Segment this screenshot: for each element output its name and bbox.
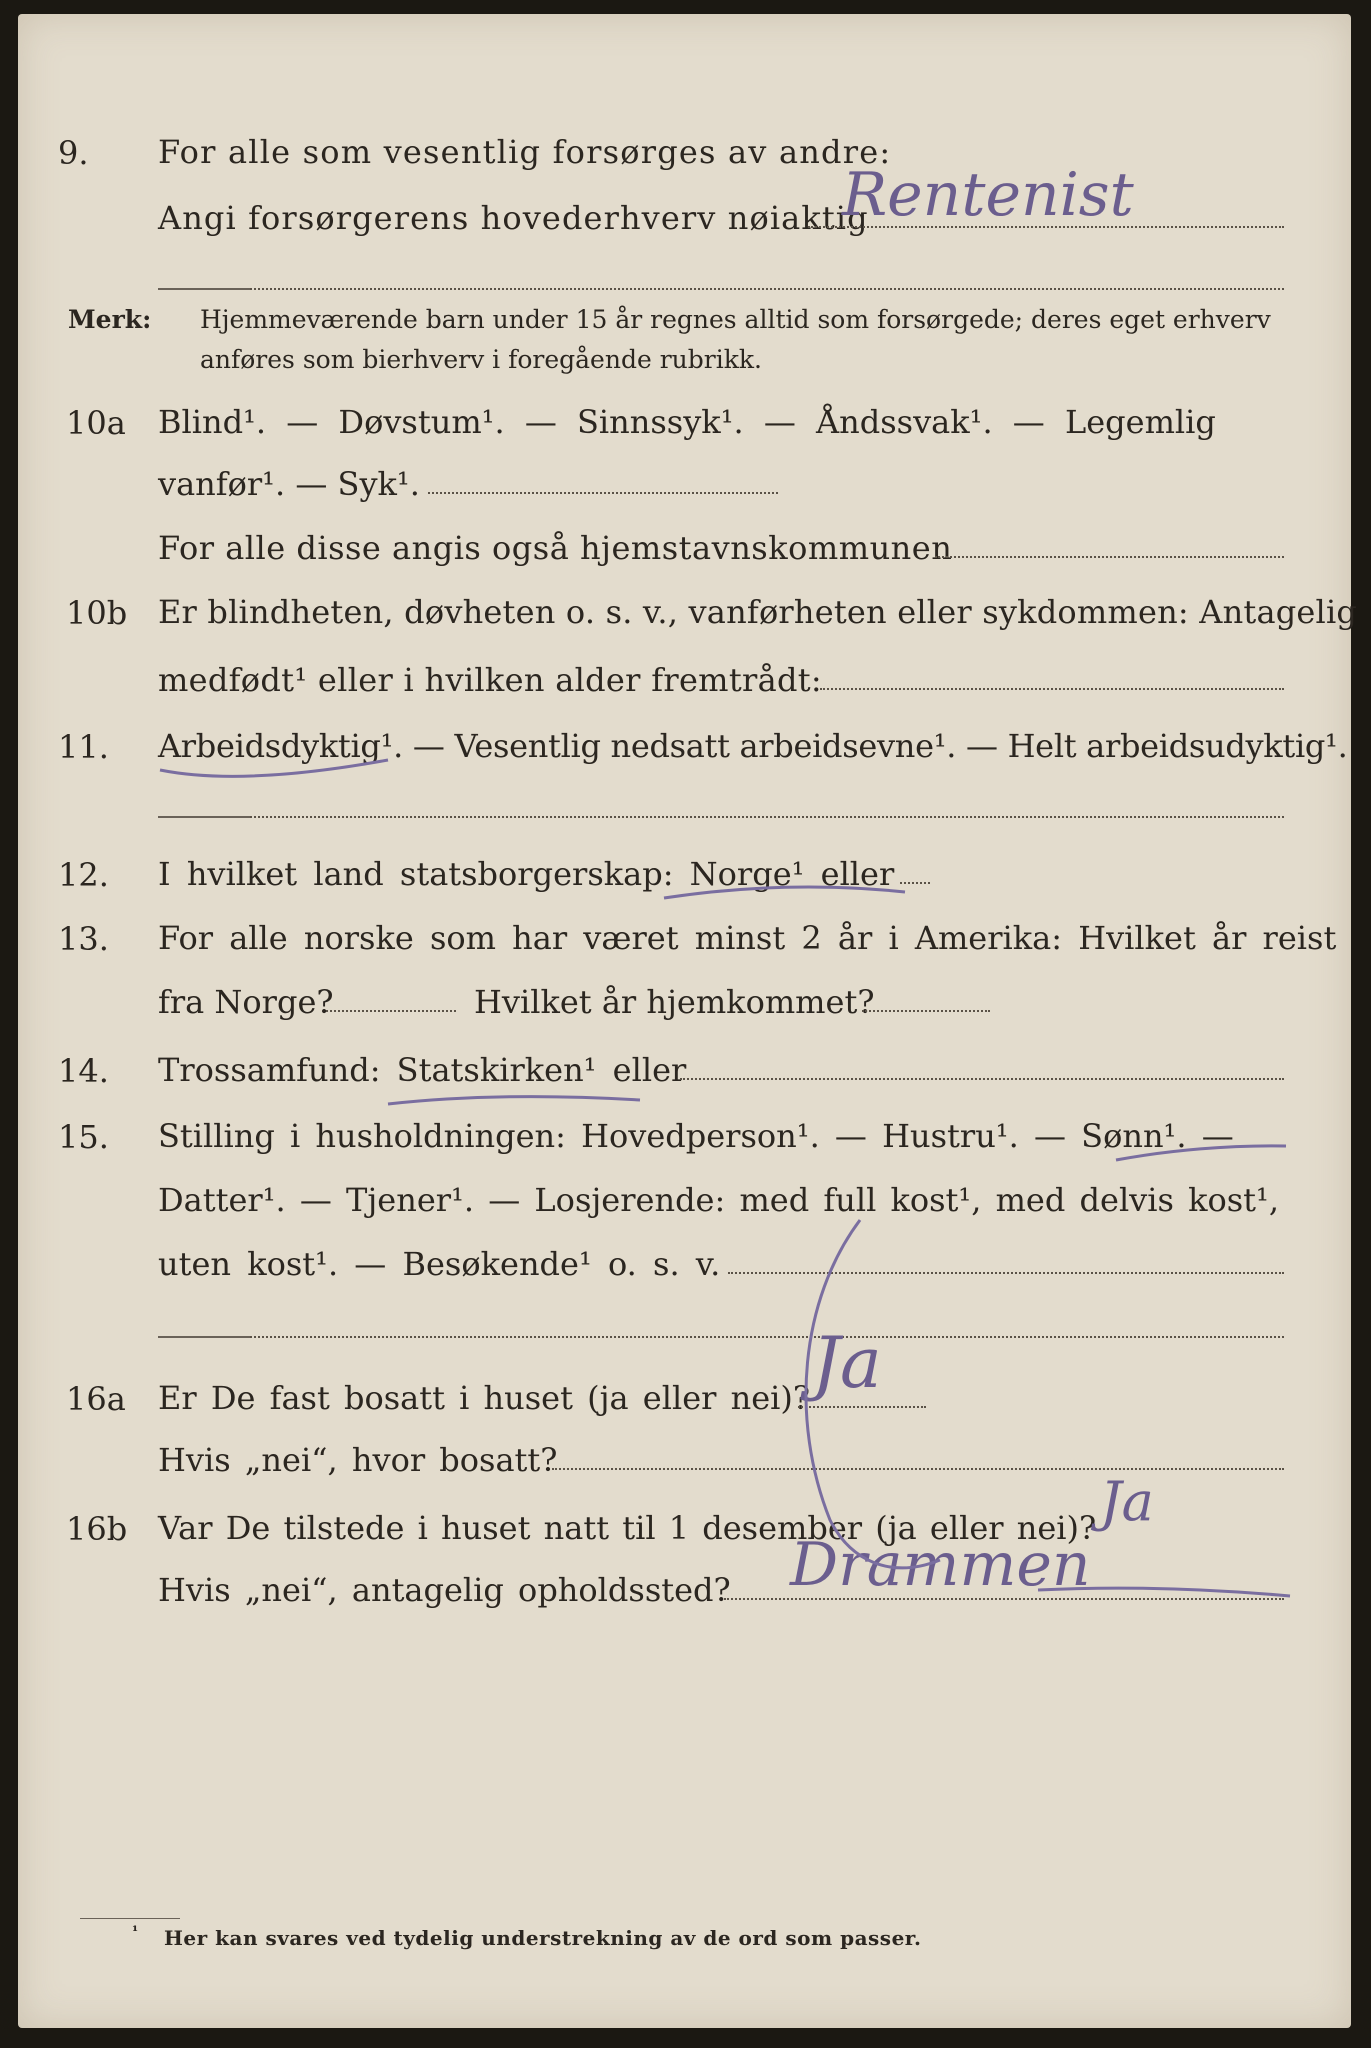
q16b-line2: Hvis „nei“, antagelig opholdssted?: [158, 1571, 731, 1609]
q11-short-rule: [158, 816, 250, 818]
q15-besokende-line: [728, 1272, 1284, 1274]
q13-line2a: fra Norge?: [158, 983, 334, 1021]
q15-number: 15.: [58, 1118, 109, 1156]
q10a-line1: Blind¹. — Døvstum¹. — Sinnssyk¹. — Åndssvak¹. — Legemlig: [158, 403, 1216, 441]
q11-number: 11.: [58, 728, 109, 766]
q14-number: 14.: [58, 1052, 109, 1090]
q10a-number: 10a: [66, 404, 126, 442]
q13-number: 13.: [58, 920, 109, 958]
q13-hjemkommet-line: [862, 1010, 990, 1012]
q10b-alder-line: [820, 688, 1284, 690]
q16b-handwritten-answer2: Drammen: [790, 1530, 1091, 1600]
q16a-handwritten-answer: Ja: [812, 1322, 882, 1404]
q11-line1: Arbeidsdyktig¹. — Vesentlig nedsatt arbeidsevne¹. — Helt arbeidsudyktig¹.: [158, 727, 1348, 765]
q10b-number: 10b: [66, 594, 128, 632]
q15-line1: Stilling i husholdningen: Hovedperson¹. — Hustru¹. — Sønn¹. —: [158, 1117, 1234, 1155]
q13-reist-line: [326, 1010, 456, 1012]
footnote-mark: ¹: [132, 1924, 139, 1940]
q16b-line1: Var De tilstede i huset natt til 1 desember (ja eller nei)?: [158, 1509, 1097, 1547]
merk-line2: anføres som bierhverv i foregående rubrikk.: [200, 345, 762, 374]
merk-line1: Hjemmeværende barn under 15 år regnes alltid som forsørgede; deres eget erhverv: [200, 305, 1271, 334]
q12-number: 12.: [58, 856, 109, 894]
q15-line3: uten kost¹. — Besøkende¹ o. s. v.: [158, 1245, 721, 1283]
q11-extra-line: [250, 816, 1284, 818]
q9-line2: Angi forsørgerens hovederhverv nøiaktig: [158, 199, 869, 237]
q13-line1: For alle norske som har været minst 2 år i Amerika: Hvilket år reist: [158, 919, 1337, 957]
q9-line1: For alle som vesentlig forsørges av andre:: [158, 133, 892, 171]
q16a-bosatt-line: [798, 1406, 926, 1408]
q15-extra-line: [250, 1336, 1284, 1338]
q9-handwritten-answer: Rentenist: [842, 160, 1134, 230]
q16b-handwritten-answer1: Ja: [1100, 1470, 1154, 1533]
footnote-text: Her kan svares ved tydelig understrekning av de ord som passer.: [164, 1926, 922, 1950]
q9-number: 9.: [58, 134, 89, 172]
q14-trossamfund-line: [680, 1078, 1284, 1080]
q15-short-rule: [158, 1336, 250, 1338]
q9-extra-line: [250, 288, 1284, 290]
q9-short-rule: [158, 288, 250, 290]
q16a-line1: Er De fast bosatt i huset (ja eller nei)?: [158, 1379, 811, 1417]
footnote-rule: [80, 1918, 180, 1919]
q12-line1: I hvilket land statsborgerskap: Norge¹ eller: [158, 855, 895, 893]
q10a-syk-line: [428, 492, 778, 494]
q16a-line2: Hvis „nei“, hvor bosatt?: [158, 1441, 558, 1479]
q13-line2b: Hvilket år hjemkommet?: [474, 983, 875, 1021]
q15-line2: Datter¹. — Tjener¹. — Losjerende: med full kost¹, med delvis kost¹,: [158, 1181, 1280, 1219]
q10b-line1: Er blindheten, døvheten o. s. v., vanførheten eller sykdommen: Antagelig: [158, 593, 1358, 631]
q16a-hvor-line: [552, 1468, 1284, 1470]
q10a-hjemstavn-line: [935, 556, 1284, 558]
q16b-number: 16b: [66, 1510, 128, 1548]
merk-label: Merk:: [68, 305, 152, 334]
q14-line1: Trossamfund: Statskirken¹ eller: [158, 1051, 687, 1089]
q12-land-line: [900, 882, 930, 884]
q10a-line2: vanfør¹. — Syk¹.: [158, 465, 420, 503]
q16a-number: 16a: [66, 1380, 126, 1418]
q10b-line2: medfødt¹ eller i hvilken alder fremtrådt:: [158, 661, 822, 699]
q10a-line3: For alle disse angis også hjemstavnskommunen: [158, 529, 953, 567]
